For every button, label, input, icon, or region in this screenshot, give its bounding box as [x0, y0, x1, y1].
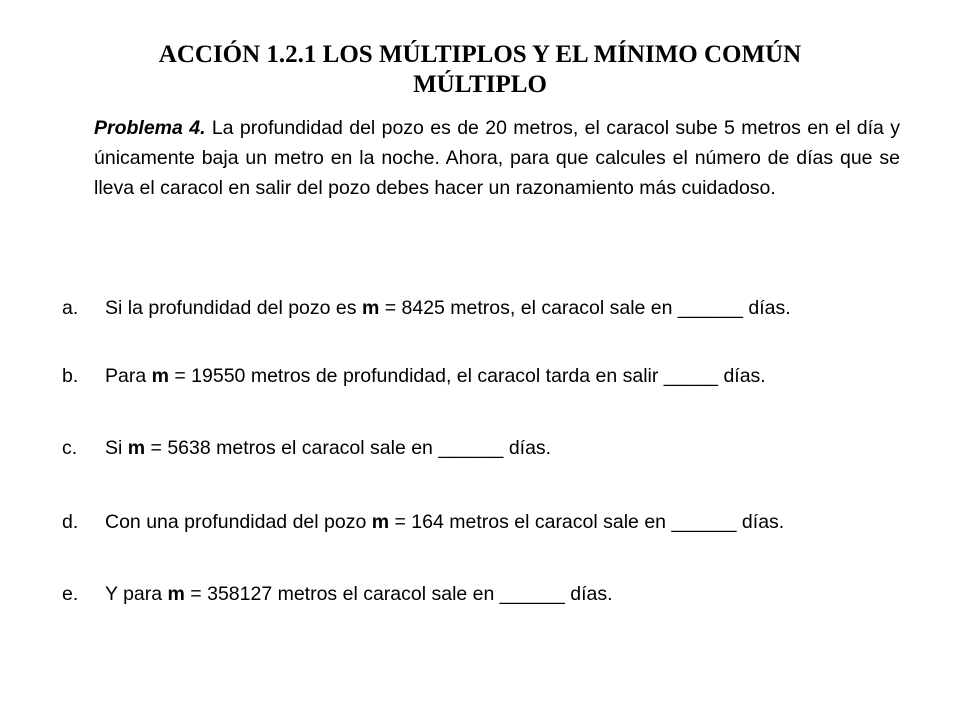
question-e	[62, 580, 922, 608]
question-text-end: días.	[564, 583, 613, 605]
answer-blank[interactable]: ______	[671, 511, 737, 533]
question-text-end: días.	[742, 297, 791, 319]
title-line-2: MÚLTIPLO	[413, 71, 547, 98]
question-text-end: días.	[503, 437, 552, 459]
question-b	[62, 362, 922, 390]
question-c	[62, 434, 922, 462]
question-text-after: = 8425 metros, el caracol sale en	[379, 297, 678, 319]
question-letter: c.	[62, 437, 78, 459]
problem-statement	[94, 113, 900, 203]
question-text-end: días.	[736, 511, 785, 533]
question-variable: m	[127, 437, 146, 459]
answer-blank[interactable]: _____	[663, 365, 719, 387]
question-variable: m	[361, 297, 380, 319]
question-letter: b.	[62, 365, 79, 387]
question-text-after: = 164 metros el caracol sale en	[389, 511, 672, 533]
question-text-after: = 358127 metros el caracol sale en	[184, 583, 500, 605]
question-text-before: Con una profundidad del pozo	[105, 511, 372, 533]
question-text-before: Si	[105, 437, 128, 459]
question-letter: e.	[62, 583, 79, 605]
question-text-before: Y para	[105, 583, 168, 605]
question-letter: d.	[62, 511, 79, 533]
question-letter: a.	[62, 297, 79, 319]
question-text-after: = 5638 metros el caracol sale en	[145, 437, 439, 459]
problem-lead: Problema 4.	[94, 117, 206, 139]
question-variable: m	[167, 583, 185, 605]
question-text-before: Si la profundidad del pozo es	[105, 297, 362, 319]
page-title	[100, 40, 860, 100]
question-d	[62, 508, 922, 536]
title-line-1: ACCIÓN 1.2.1 LOS MÚLTIPLOS Y EL MÍNIMO COMÚN	[158, 41, 802, 68]
question-variable: m	[151, 365, 169, 387]
question-text-after: = 19550 metros de profundidad, el caracol tarda en salir	[168, 365, 664, 387]
question-variable: m	[371, 511, 390, 533]
problem-text: La profundidad del pozo es de 20 metros, el caracol sube 5 metros en el día y únicamente baja un metro en la noche. Ahora, para que calcules el número de días que se lleva el caracol en salir del pozo debes hacer un razonamiento más cuidadoso.	[94, 117, 900, 199]
question-text-before: Para	[105, 365, 152, 387]
question-a	[62, 294, 922, 322]
answer-blank[interactable]: ______	[499, 583, 565, 605]
answer-blank[interactable]: ______	[438, 437, 504, 459]
answer-blank[interactable]: ______	[677, 297, 743, 319]
question-text-end: días.	[718, 365, 766, 387]
